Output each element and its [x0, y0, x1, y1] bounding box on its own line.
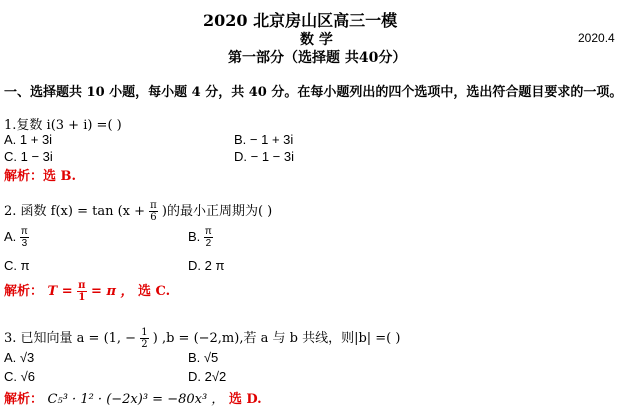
analysis-formula: C₅³ · 1² · (−2x)³ = −80x³ ， [47, 392, 225, 407]
question-2-stem-prefix: 2. 函数 f(x) = tan (x + [4, 204, 146, 219]
analysis-label: 解析： [4, 284, 44, 299]
analysis-formula-rhs: = π ， [91, 284, 134, 299]
question-1-option-b[interactable]: B. − 1 + 3i [234, 132, 294, 147]
question-1-option-a[interactable]: A. 1 + 3i [4, 132, 53, 147]
question-3-stem-suffix: ,b = (−2,m),若 a 与 b 共线，则|b| =( ) [161, 331, 401, 346]
fraction-numerator: π [78, 280, 86, 291]
question-3-option-a[interactable]: A. √3 [4, 350, 35, 365]
analysis-answer: 选 C. [138, 284, 171, 299]
question-2-option-b[interactable] [188, 226, 213, 249]
subject-label: 数 学 [300, 32, 333, 48]
question-3-option-d[interactable]: D. 2√2 [188, 369, 227, 384]
analysis-fraction [77, 280, 86, 303]
option-fraction [20, 226, 29, 249]
fraction-denominator: 2 [141, 339, 148, 350]
fraction-denominator: 6 [150, 212, 157, 223]
question-2-analysis [4, 280, 170, 303]
analysis-label: 解析： [4, 392, 44, 407]
option-label: B. [188, 228, 201, 244]
option-label: A. [4, 228, 17, 244]
question-2-option-d[interactable]: D. 2 π [188, 258, 225, 273]
question-1-analysis: 解析：选 B. [4, 169, 77, 184]
exam-date: 2020.4 [578, 31, 615, 45]
question-3-option-b[interactable]: B. √5 [188, 350, 219, 365]
question-2-option-c[interactable]: C. π [4, 258, 30, 273]
vector-a-open: (1, − [103, 331, 137, 346]
question-1-stem: 1.复数 i(3 + i) =( ) [4, 118, 122, 133]
vector-a-close: ) [152, 331, 158, 346]
part-heading: 第一部分（选择题 共40分） [228, 50, 407, 66]
question-2-stem-fraction [149, 200, 158, 223]
question-3-analysis [4, 388, 262, 407]
question-2-option-a[interactable] [4, 226, 29, 249]
section-instructions: 一、选择题共 10 小题，每小题 4 分，共 40 分。在每小题列出的四个选项中，选出符合题目要求的一项。 [4, 85, 623, 100]
vector-a-fraction [140, 327, 148, 350]
question-3-stem-prefix: 3. 已知向量 a = [4, 331, 104, 346]
question-3-stem [4, 327, 400, 350]
fraction-numerator: 1 [141, 327, 148, 338]
fraction-denominator: 2 [205, 238, 212, 249]
fraction-denominator: 1 [78, 292, 86, 303]
fraction-numerator: π [20, 226, 28, 237]
question-2-stem [4, 200, 272, 223]
question-2-stem-suffix: )的最小正周期为( ) [161, 204, 273, 219]
fraction-numerator: π [150, 200, 157, 211]
analysis-answer: 选 D. [228, 392, 262, 407]
fraction-denominator: 3 [21, 238, 28, 249]
fraction-numerator: π [204, 226, 212, 237]
question-1-option-d[interactable]: D. − 1 − 3i [234, 149, 294, 164]
page-title: 2020 北京房山区高三一模 [203, 11, 398, 30]
question-3-option-c[interactable]: C. √6 [4, 369, 35, 384]
question-1-option-c[interactable]: C. 1 − 3i [4, 149, 53, 164]
option-fraction [204, 226, 213, 249]
analysis-formula-lhs: T = [47, 284, 73, 299]
